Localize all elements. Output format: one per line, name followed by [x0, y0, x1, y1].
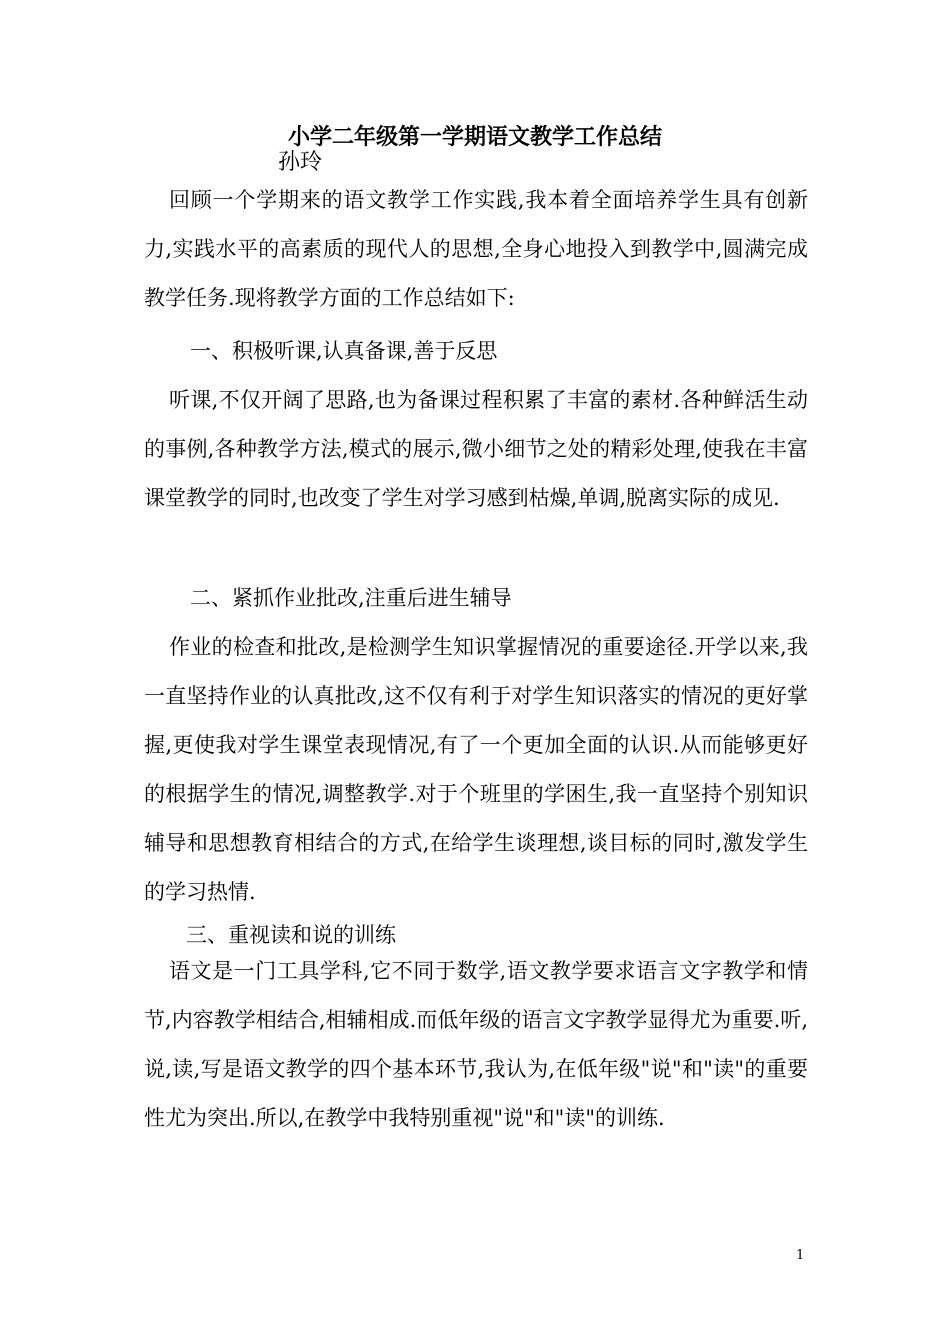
document-title: 小学二年级第一学期语文教学工作总结	[287, 124, 662, 150]
section-body-1: 听课,不仅开阔了思路,也为备课过程积累了丰富的素材.各种鲜活生动的事例,各种教学方法,模式的展示,微小细节之处的精彩处理,使我在丰富课堂教学的同时,也改变了学生对学习感到枯燥,单调,脱离实际的成见.	[144, 388, 808, 510]
section-heading-3: 三、重视读和说的训练	[186, 923, 396, 947]
intro-paragraph: 回顾一个学期来的语文教学工作实践,我本着全面培养学生具有创新力,实践水平的高素质的现代人的思想,全身心地投入到教学中,圆满完成教学任务.现将教学方面的工作总结如下:	[144, 188, 808, 310]
section-body-3: 语文是一门工具学科,它不同于数学,语文教学要求语言文字教学和情节,内容教学相结合,相辅相成.而低年级的语言文字教学显得尤为重要.听,说,读,写是语文教学的四个基本环节,我认为,在低年级"说"和"读"的重要性尤为突出.所以,在教学中我特别重视"说"和"读"的训练.	[144, 959, 808, 1130]
document-author: 孙玲	[278, 150, 323, 175]
page-number: 1	[796, 1248, 805, 1263]
section-body-2: 作业的检查和批改,是检测学生知识掌握情况的重要途径.开学以来,我一直坚持作业的认真批改,这不仅有利于对学生知识落实的情况的更好掌握,更使我对学生课堂表现情况,有了一个更加全面的认识.从而能够更好的根据学生的情况,调整教学.对于个班里的学困生,我一直坚持个别知识辅导和思想教育相结合的方式,在给学生谈理想,谈目标的同时,激发学生的学习热情.	[144, 635, 808, 904]
section-heading-1: 一、积极听课,认真备课,善于反思	[190, 339, 498, 363]
section-heading-2: 二、紧抓作业批改,注重后进生辅导	[190, 586, 512, 610]
